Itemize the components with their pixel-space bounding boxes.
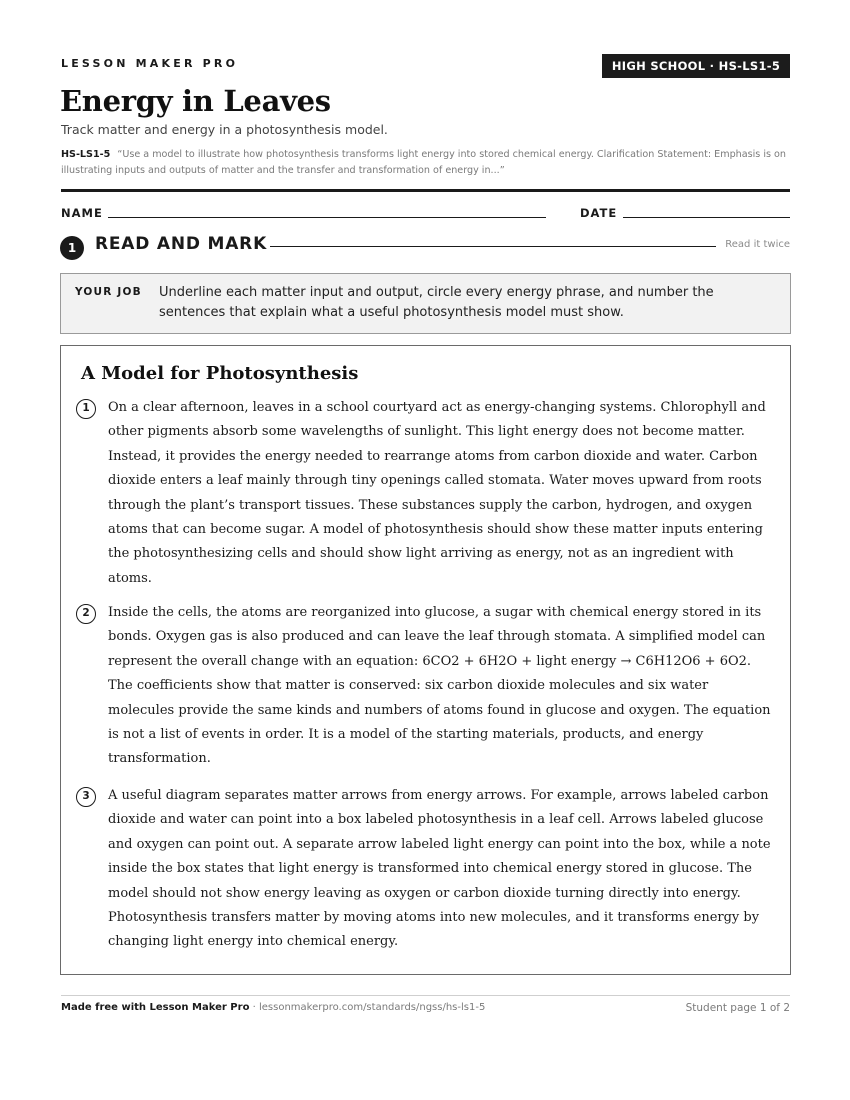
page-indicator: Student page 1 of 2: [685, 1002, 790, 1014]
job-instructions-box: [60, 273, 791, 334]
section-divider: [270, 246, 716, 247]
footer-url: · lessonmakerpro.com/standards/ngss/hs-ls1-5: [249, 1002, 486, 1013]
date-label: DATE: [580, 206, 618, 220]
reading-title: A Model for Photosynthesis: [81, 363, 359, 384]
footer-credit: [61, 1002, 485, 1013]
section-title: READ AND MARK: [95, 234, 268, 254]
paragraph-3: A useful diagram separates matter arrows from energy arrows. For example, arrows labeled carbon dioxide and water can point into a box labeled photosynthesis in a leaf cell. Arrows labeled glucose and oxygen can point out. A separate arrow labeled light energy can point into the box, while a note inside the box states that light energy is transformed into chemical energy stored in glucose. The model should not show energy leaving as oxygen or carbon dioxide turning directly into energy. Photosynthesis transfers matter by moving atoms into new molecules, and it transforms energy by changing light energy into chemical energy.: [108, 788, 771, 950]
standard-code: HS-LS1-5: [61, 149, 111, 160]
job-text: Underline each matter input and output, circle every energy phrase, and number the sentences that explain what a useful photosynthesis model must show.: [159, 285, 714, 320]
paragraph-number-3: 3: [76, 787, 96, 807]
standard-statement: [61, 147, 791, 178]
reading-passage: [60, 345, 791, 975]
paragraph-2: Inside the cells, the atoms are reorganized into glucose, a sugar with chemical energy stored in its bonds. Oxygen gas is also produced and can leave the leaf through stomata. A simplified model can represent the overall change with an equation: 6CO2 + 6H2O + light energy → C6H12O6 + 6O2. The coefficients show that matter is conserved: six carbon dioxide molecules and six water molecules provide the same kinds and numbers of atoms found in glucose and oxygen. The equation is not a list of events in order. It is a model of the starting materials, products, and energy transformation.: [108, 605, 771, 767]
job-label: YOUR JOB: [75, 286, 142, 298]
paragraph-1: On a clear afternoon, leaves in a school courtyard act as energy-changing systems. Chlorophyll and other pigments absorb some wavelengths of sunlight. This light energy does not become matter. Instead, it provides the energy needed to rearrange atoms from carbon dioxide and water. Carbon dioxide enters a leaf mainly through tiny openings called stomata. Water moves upward from roots through the plant’s transport tissues. These substances supply the carbon, hydrogen, and oxygen atoms that can become sugar. A model of photosynthesis should show these matter inputs entering the photosynthesizing cells and should show light arriving as energy, not as an ingredient with atoms.: [108, 400, 766, 586]
section-note: Read it twice: [725, 239, 790, 250]
footer-made-with: Made free with Lesson Maker Pro: [61, 1002, 250, 1013]
name-label: NAME: [61, 206, 103, 220]
date-field[interactable]: [623, 217, 790, 218]
footer-divider: [61, 995, 790, 996]
standard-text: “Use a model to illustrate how photosynthesis transforms light energy into stored chemical energy. Clarification Statement: Emphasis is on illustrating inputs and outputs of matter and the transfer and transformation of energy in...”: [61, 149, 786, 176]
grade-standard-badge: HIGH SCHOOL · HS-LS1-5: [602, 54, 790, 78]
page-title: Energy in Leaves: [60, 84, 331, 118]
name-field[interactable]: [108, 217, 546, 218]
section-number: 1: [60, 236, 84, 260]
page-subtitle: Track matter and energy in a photosynthesis model.: [61, 122, 388, 137]
paragraph-number-1: 1: [76, 399, 96, 419]
paragraph-number-2: 2: [76, 604, 96, 624]
header-divider: [61, 189, 790, 192]
brand-name: LESSON MAKER PRO: [61, 57, 239, 70]
